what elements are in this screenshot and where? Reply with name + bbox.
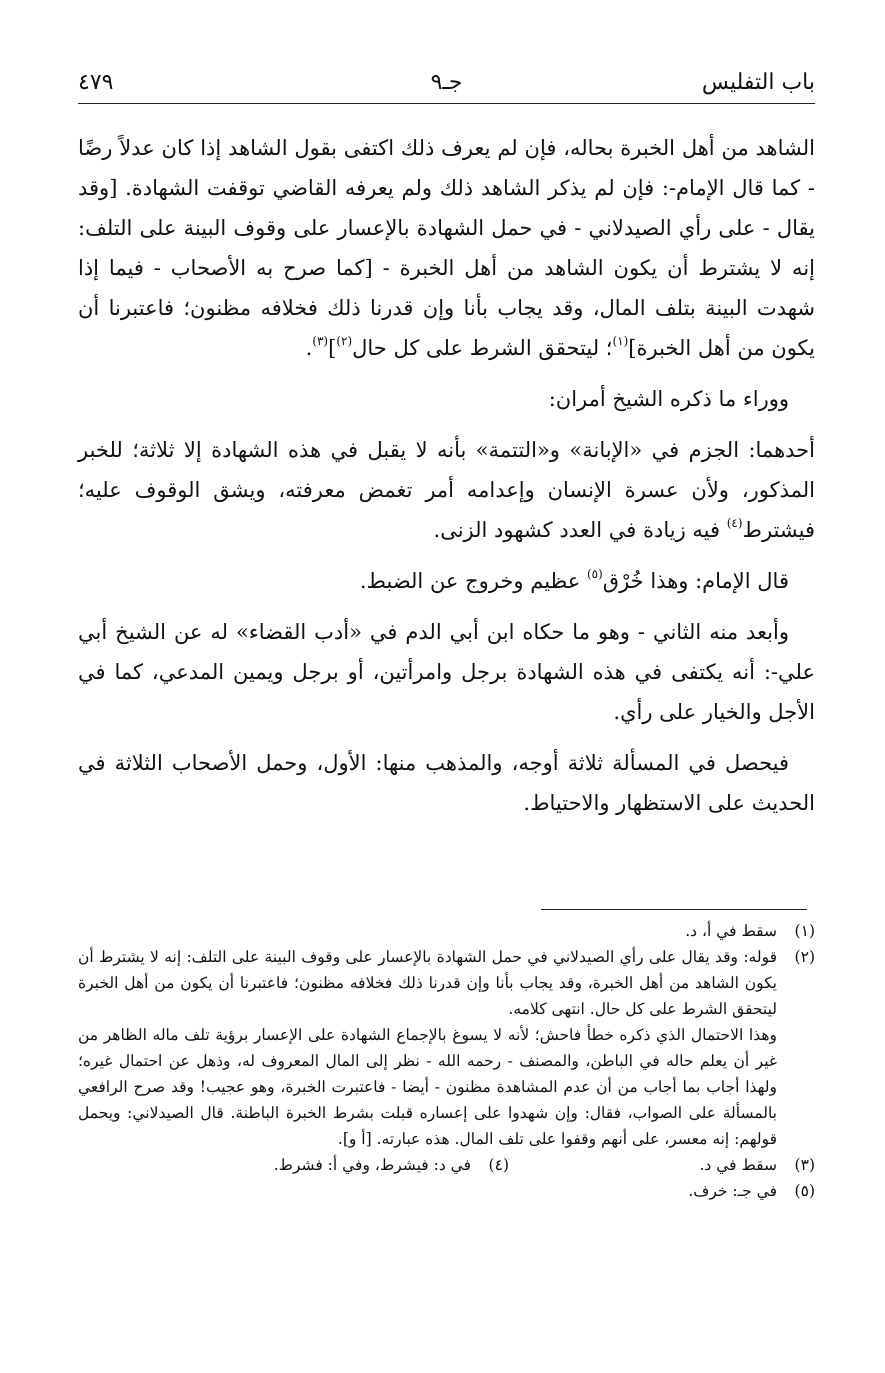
footnote-number: (٣)	[794, 1156, 815, 1174]
paragraph: وأبعد منه الثاني - وهو ما حكاه ابن أبي الدم في «أدب القضاء» له عن الشيخ أبي علي-: أنه يكتفى في هذه الشهادة برجل وامرأتين، أو برجل ويمين المدعي، كما في الأجل والخيار على رأي.	[78, 620, 815, 724]
footnotes	[78, 918, 815, 1204]
footnote	[78, 944, 815, 1152]
footnote-marker: (٣)	[312, 334, 329, 348]
footnote-text: في جـ: خرف.	[688, 1182, 777, 1200]
main-text	[78, 128, 815, 834]
footnote-rule	[541, 909, 807, 910]
page-number: ٤٧٩	[78, 70, 114, 95]
footnote-text: سقط في أ، د.	[685, 922, 777, 940]
footnote-number: (٤)	[488, 1156, 509, 1174]
footnote	[509, 1152, 815, 1178]
footnote	[274, 1152, 509, 1178]
chapter-title: باب التفليس	[701, 70, 815, 95]
footnote-marker: (١)	[612, 334, 629, 348]
footnote	[78, 1178, 815, 1204]
footnote-marker: (٥)	[586, 567, 603, 581]
footnote-text: في د: فيشرط، وفي أ: فشرط.	[273, 1156, 471, 1174]
paragraph: قال الإمام: وهذا خُرْق$^{(٥)}$ عظيم وخروج عن الضبط.	[359, 567, 789, 593]
footnote-text: سقط في د.	[699, 1156, 777, 1174]
footnote-number: (٥)	[794, 1182, 815, 1200]
footnote-row	[78, 1152, 815, 1178]
header-rule	[78, 103, 815, 104]
paragraph: ووراء ما ذكره الشيخ أمران:	[548, 387, 789, 411]
paragraph: فيحصل في المسألة ثلاثة أوجه، والمذهب منها: الأول، وحمل الأصحاب الثلاثة في الحديث على الاستظهار والاحتياط.	[78, 751, 815, 815]
footnote	[78, 918, 815, 944]
footnote-text: قوله: وقد يقال على رأي الصيدلاني في حمل الشهادة بالإعسار على وقوف البينة على التلف: إنه لا يشترط أن يكون الشاهد من أهل الخبرة، وقد يجاب بأنا وإن قدرنا ذلك فخلافه مظنون؛ فاعتبرنا أن يكون من أهل الخبرة ليتحقق الشرط على كل حال. انتهى كلامه.	[78, 948, 777, 1018]
footnote-marker: (٤)	[726, 516, 743, 530]
paragraph: أحدهما: الجزم في «الإبانة» و«التتمة» بأنه لا يقبل في هذه الشهادة إلا ثلاثة؛ للخبر المذكور، ولأن عسرة الإنسان وإعدامه أمر تغمض معرفته، ويشق الوقوف عليه؛ فيشترط$^{(٤)}$ فيه زيادة في العدد كشهود الزنى.	[78, 438, 815, 542]
paragraph: الشاهد من أهل الخبرة بحاله، فإن لم يعرف ذلك اكتفى بقول الشاهد إذا كان عدلاً رضًا - كما قال الإمام-: فإن لم يذكر الشاهد ذلك ولم يعرفه القاضي توقفت الشهادة. [وقد يقال - على رأي الصيدلاني - في حمل الشهادة بالإعسار على وقوف البينة على التلف: إنه لا يشترط أن يكون الشاهد من أهل الخبرة - [كما صرح به الأصحاب - فيما إذا شهدت البينة بتلف المال، وقد يجاب بأنا وإن قدرنا ذلك فخلافه مظنون؛ فاعتبرنا أن يكون من أهل الخبرة]$^{(١)}$؛ ليتحقق الشرط على كل حال$^{(٢)}$]$^{(٣)}$.	[78, 136, 816, 360]
footnote-marker: (٢)	[336, 334, 353, 348]
footnote-number: (١)	[794, 922, 815, 940]
footnote-text: وهذا الاحتمال الذي ذكره خطأ فاحش؛ لأنه لا يسوغ بالإجماع الشهادة على الإعسار برؤية تلف ماله الظاهر من غير أن يعلم حاله في الباطن، والمصنف - رحمه الله - نظر إلى المال المعروف له، وذهل عن احتمال غيره؛ ولهذا أجاب بما أجاب من أن عدم المشاهدة مظنون - أيضا - فاعتبرت الخبرة، وهو عجيب! وقد صرح الرافعي بالمسألة على الصواب، فقال: وإن شهدوا على إعساره قبلت بشرط الخبرة الباطنة. قال الصيدلاني: ويحمل قولهم: إنه معسر، على أنهم وقفوا على تلف المال. هذه عبارته. [أ و].	[78, 1026, 777, 1148]
footnote-number: (٢)	[794, 948, 815, 966]
running-header	[78, 66, 815, 100]
volume-label: جـ٩	[430, 70, 463, 95]
